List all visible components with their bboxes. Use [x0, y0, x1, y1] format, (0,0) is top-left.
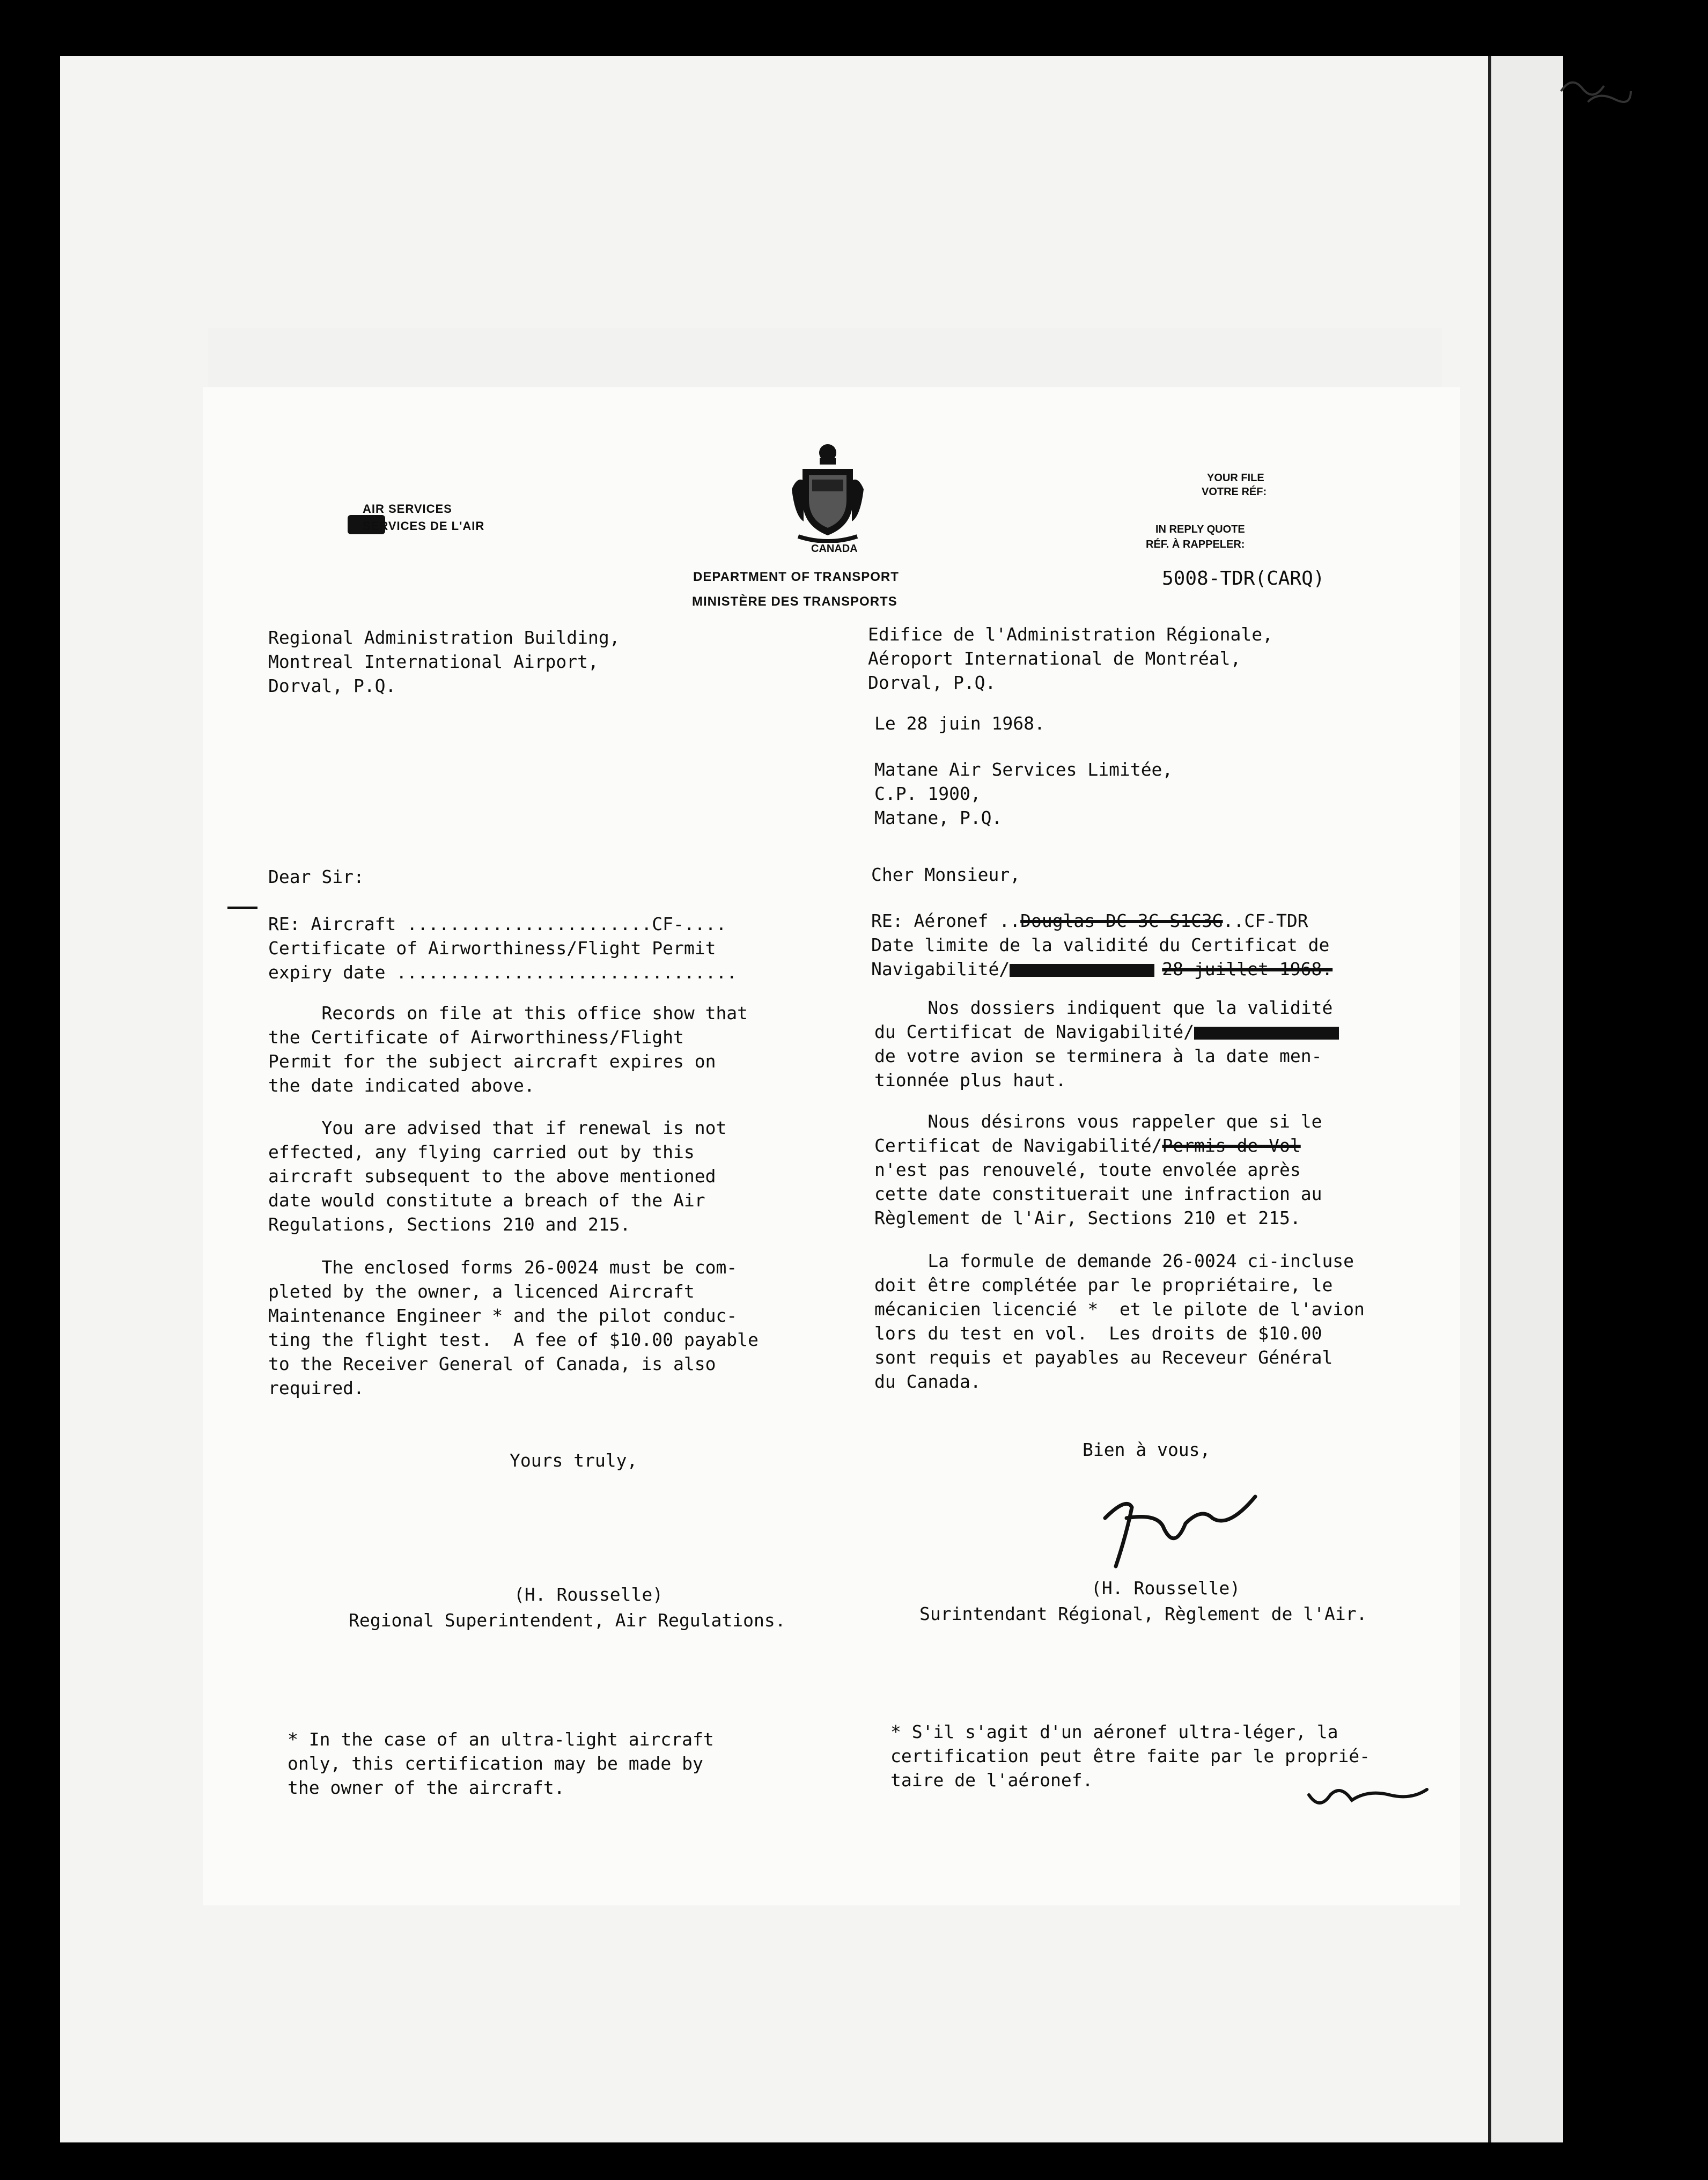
ref-a-rappeler-label: RÉF. À RAPPELER:	[1146, 539, 1245, 550]
struck-text: Permis de Vol	[1162, 1135, 1301, 1156]
text-line: required.	[268, 1378, 364, 1398]
text-line: Règlement de l'Air, Sections 210 et 215.	[874, 1207, 1301, 1228]
text-line: sont requis et payables au Receveur Général	[874, 1347, 1333, 1368]
letter-date: Le 28 juin 1968.	[874, 713, 1045, 734]
text-line: the date indicated above.	[268, 1075, 535, 1096]
redaction-block	[1010, 964, 1154, 977]
text-line: pleted by the owner, a licenced Aircraft	[268, 1281, 695, 1302]
text-line: lors du test en vol. Les droits de $10.00	[874, 1323, 1322, 1344]
services-de-lair-label: SERVICES DE L'AIR	[363, 519, 485, 533]
handwritten-signature	[1094, 1486, 1271, 1577]
signer-fr: (H. Rousselle)	[1091, 1578, 1241, 1599]
text-segment: Certificat de Navigabilité/	[874, 1135, 1162, 1156]
footnote-line: the owner of the aircraft.	[288, 1777, 565, 1798]
text-line: Regulations, Sections 210 and 215.	[268, 1214, 631, 1235]
initials-mark	[1304, 1779, 1432, 1816]
text-line: aircraft subsequent to the above mentioned	[268, 1166, 716, 1187]
title-en: Regional Superintendent, Air Regulations.	[349, 1610, 786, 1631]
re-line: RE: Aircraft .......................CF-....	[268, 914, 727, 934]
closing-en: Yours truly,	[510, 1450, 638, 1471]
text-line: the Certificate of Airworthiness/Flight	[268, 1027, 684, 1048]
footnote-line: * S'il s'agit d'un aéronef ultra-léger, la	[890, 1721, 1338, 1742]
department-fr: MINISTÈRE DES TRANSPORTS	[692, 594, 897, 609]
expiry-date: 28 juillet 1968.	[1162, 959, 1333, 979]
text-line: du Canada.	[874, 1371, 981, 1392]
text-line: doit être complétée par le propriétaire, le	[874, 1275, 1333, 1295]
text-line: Records on file at this office show that	[268, 1003, 748, 1023]
canada-label: CANADA	[811, 543, 858, 555]
aircraft-registration: ..CF-TDR	[1223, 910, 1308, 931]
corner-scribble-mark	[1556, 70, 1636, 118]
text-line: La formule de demande 26-0024 ci-incluse	[874, 1250, 1354, 1271]
text-line: Nous désirons vous rappeler que si le	[874, 1111, 1322, 1132]
text-line	[874, 1133, 1301, 1158]
re-line: expiry date ................................	[268, 962, 738, 983]
salutation-fr: Cher Monsieur,	[871, 864, 1021, 885]
in-reply-quote-label: IN REPLY QUOTE	[1155, 524, 1245, 535]
your-file-label: YOUR FILE	[1207, 472, 1264, 484]
re-line: Date limite de la validité du Certificat de	[871, 934, 1330, 955]
text-line: cette date constituerait une infraction au	[874, 1183, 1322, 1204]
text-line: de votre avion se terminera à la date men-	[874, 1045, 1322, 1066]
air-services-label: AIR SERVICES	[363, 502, 452, 515]
margin-dash-mark	[227, 907, 257, 909]
recipient-line: Matane, P.Q.	[874, 807, 1003, 828]
address-line: Dorval, P.Q.	[868, 672, 996, 693]
redaction-block	[1194, 1027, 1339, 1040]
department-en: DEPARTMENT OF TRANSPORT	[693, 570, 899, 584]
text-line: effected, any flying carried out by this	[268, 1141, 695, 1162]
text-line: You are advised that if renewal is not	[268, 1117, 727, 1138]
text-line: The enclosed forms 26-0024 must be com-	[268, 1257, 738, 1278]
re-aeronef-label: RE: Aéronef ..	[871, 910, 1021, 931]
aircraft-type: Douglas DC-3C-S1C3G	[1020, 910, 1223, 931]
address-line: Dorval, P.Q.	[268, 675, 396, 696]
recipient-line: C.P. 1900,	[874, 783, 981, 804]
re-line	[871, 909, 1308, 933]
text-line: date would constitute a breach of the Air	[268, 1190, 705, 1211]
footnote-line: certification peut être faite par le proprié-	[890, 1746, 1371, 1766]
salutation-en: Dear Sir:	[268, 866, 364, 887]
footnote-line: only, this certification may be made by	[288, 1753, 703, 1774]
text-line: to the Receiver General of Canada, is also	[268, 1353, 716, 1374]
footnote-line: taire de l'aéronef.	[890, 1770, 1093, 1791]
text-line: mécanicien licencié * et le pilote de l'avion	[874, 1299, 1365, 1320]
address-line: Aéroport International de Montréal,	[868, 648, 1241, 669]
closing-fr: Bien à vous,	[1083, 1439, 1211, 1460]
text-line: Maintenance Engineer * and the pilot conduc-	[268, 1305, 738, 1326]
text-line: tionnée plus haut.	[874, 1070, 1066, 1091]
text-line: Permit for the subject aircraft expires on	[268, 1051, 716, 1072]
signer-en: (H. Rousselle)	[514, 1584, 664, 1605]
text-line: n'est pas renouvelé, toute envolée après	[874, 1159, 1301, 1180]
re-navigabilite: Navigabilité/	[871, 959, 1010, 979]
re-line: Certificate of Airworthiness/Flight Permit	[268, 938, 716, 959]
text-segment: du Certificat de Navigabilité/	[874, 1021, 1195, 1042]
votre-ref-label: VOTRE RÉF:	[1202, 486, 1267, 498]
text-line: ting the flight test. A fee of $10.00 payable	[268, 1329, 759, 1350]
recipient-line: Matane Air Services Limitée,	[874, 759, 1173, 780]
text-line	[874, 1020, 1339, 1044]
text-line: Nos dossiers indiquent que la validité	[874, 997, 1333, 1018]
canada-coat-of-arms-icon	[787, 441, 868, 543]
address-line: Montreal International Airport,	[268, 651, 599, 672]
reference-number: 5008-TDR(CARQ)	[1162, 568, 1325, 590]
title-fr: Surintendant Régional, Règlement de l'Air.	[919, 1603, 1367, 1624]
right-margin-strip	[1488, 56, 1563, 2142]
address-line: Regional Administration Building,	[268, 627, 620, 648]
footnote-line: * In the case of an ultra-light aircraft	[288, 1729, 714, 1750]
address-line: Edifice de l'Administration Régionale,	[868, 624, 1273, 645]
re-line	[871, 957, 1332, 981]
